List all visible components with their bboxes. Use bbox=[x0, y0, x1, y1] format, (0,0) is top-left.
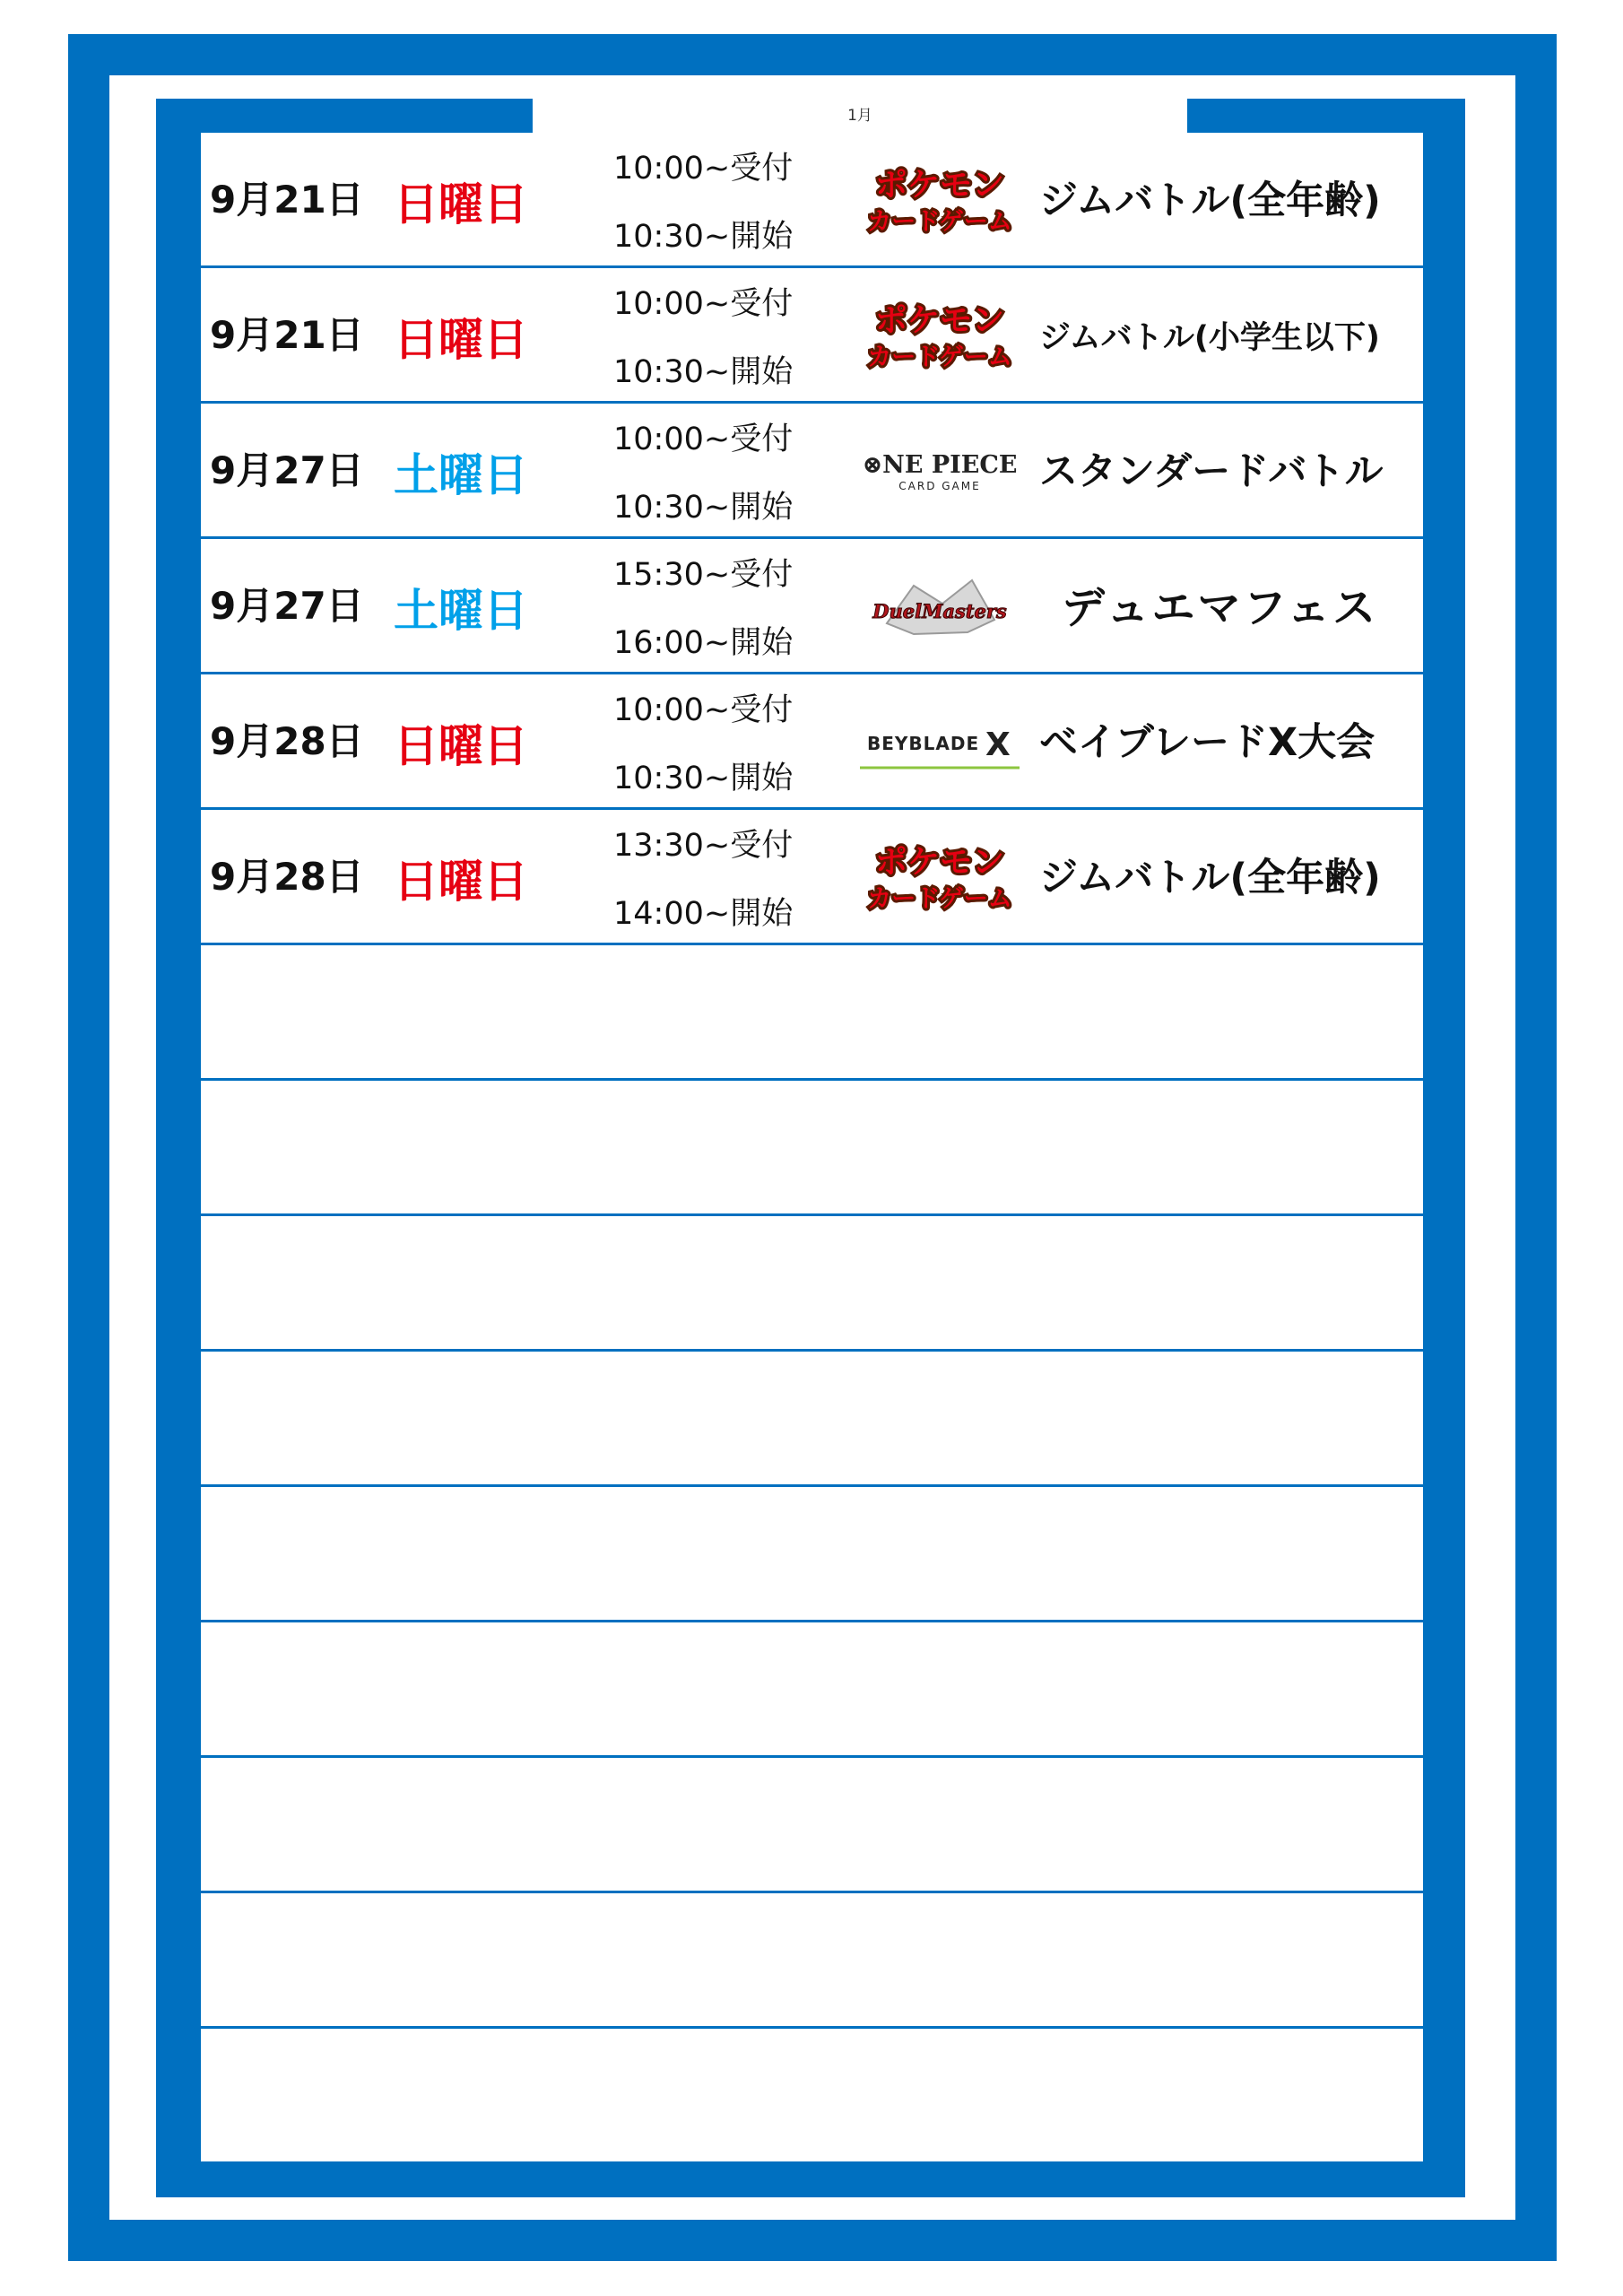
empty-table-row bbox=[201, 1893, 1423, 2029]
start-time: 10:30~開始 bbox=[613, 354, 794, 390]
event-date: 9月27日 bbox=[210, 584, 364, 628]
svg-text:CARD GAME: CARD GAME bbox=[898, 480, 981, 492]
svg-text:カードゲーム: カードゲーム bbox=[867, 208, 1012, 236]
event-date: 9月28日 bbox=[210, 719, 364, 763]
event-name: スタンダードバトル bbox=[1039, 449, 1384, 494]
event-name: ジムバトル(小学生以下) bbox=[1039, 320, 1380, 356]
event-name: ベイブレードX大会 bbox=[1039, 720, 1376, 765]
reception-time: 10:00~受付 bbox=[613, 286, 794, 322]
svg-text:カードゲーム: カードゲーム bbox=[867, 344, 1012, 371]
event-date: 9月21日 bbox=[210, 313, 364, 357]
table-row bbox=[201, 539, 1423, 674]
pokemon-card-game-logo bbox=[860, 839, 1020, 916]
empty-table-row bbox=[201, 1081, 1423, 1216]
event-date: 9月28日 bbox=[210, 855, 364, 899]
empty-table-row bbox=[201, 1487, 1423, 1622]
empty-table-row bbox=[201, 1622, 1423, 1758]
start-time: 16:00~開始 bbox=[613, 625, 794, 661]
event-weekday: 日曜日 bbox=[394, 720, 528, 772]
table-row bbox=[201, 674, 1423, 810]
event-name: デュエマフェス bbox=[1062, 583, 1379, 633]
event-weekday: 日曜日 bbox=[394, 856, 528, 908]
reception-time: 13:30~受付 bbox=[613, 828, 794, 864]
table-row bbox=[201, 268, 1423, 404]
event-weekday: 日曜日 bbox=[394, 178, 528, 230]
table-row bbox=[201, 810, 1423, 945]
pokemon-card-game-logo bbox=[860, 297, 1020, 374]
reception-time: 10:00~受付 bbox=[613, 692, 794, 728]
event-weekday: 日曜日 bbox=[394, 314, 528, 366]
event-weekday: 土曜日 bbox=[394, 449, 528, 501]
start-time: 10:30~開始 bbox=[613, 219, 794, 255]
event-name: ジムバトル(全年齢) bbox=[1039, 178, 1381, 223]
inner-frame bbox=[156, 99, 1465, 2197]
start-time: 10:30~開始 bbox=[613, 490, 794, 526]
start-time: 10:30~開始 bbox=[613, 761, 794, 796]
empty-table-row bbox=[201, 945, 1423, 1081]
empty-table-row bbox=[201, 1352, 1423, 1487]
svg-text:ポケモン: ポケモン bbox=[874, 302, 1005, 339]
reception-time: 15:30~受付 bbox=[613, 557, 794, 593]
pokemon-card-game-logo bbox=[860, 161, 1020, 239]
empty-table-row bbox=[201, 1216, 1423, 1352]
svg-text:⊗NE PIECE: ⊗NE PIECE bbox=[862, 451, 1018, 479]
svg-text:ポケモン: ポケモン bbox=[874, 844, 1005, 881]
start-time: 14:00~開始 bbox=[613, 896, 794, 932]
event-date: 9月27日 bbox=[210, 448, 364, 492]
reception-time: 10:00~受付 bbox=[613, 151, 794, 187]
event-date: 9月21日 bbox=[210, 178, 364, 222]
schedule-table bbox=[201, 133, 1423, 2161]
empty-table-row bbox=[201, 2029, 1423, 2161]
svg-text:X: X bbox=[985, 726, 1011, 763]
svg-text:BEYBLADE: BEYBLADE bbox=[867, 733, 980, 754]
month-label: 1月 bbox=[533, 99, 1187, 133]
table-row bbox=[201, 404, 1423, 539]
svg-text:ポケモン: ポケモン bbox=[874, 167, 1005, 204]
svg-text:DuelMasters: DuelMasters bbox=[872, 600, 1007, 622]
empty-table-row bbox=[201, 1758, 1423, 1893]
beyblade-x-logo bbox=[860, 703, 1020, 780]
event-name: ジムバトル(全年齢) bbox=[1039, 856, 1381, 900]
svg-text:カードゲーム: カードゲーム bbox=[867, 885, 1012, 913]
one-piece-card-game-logo bbox=[860, 432, 1020, 509]
table-row bbox=[201, 133, 1423, 268]
event-weekday: 土曜日 bbox=[394, 585, 528, 637]
duel-masters-logo bbox=[860, 568, 1020, 645]
reception-time: 10:00~受付 bbox=[613, 422, 794, 457]
